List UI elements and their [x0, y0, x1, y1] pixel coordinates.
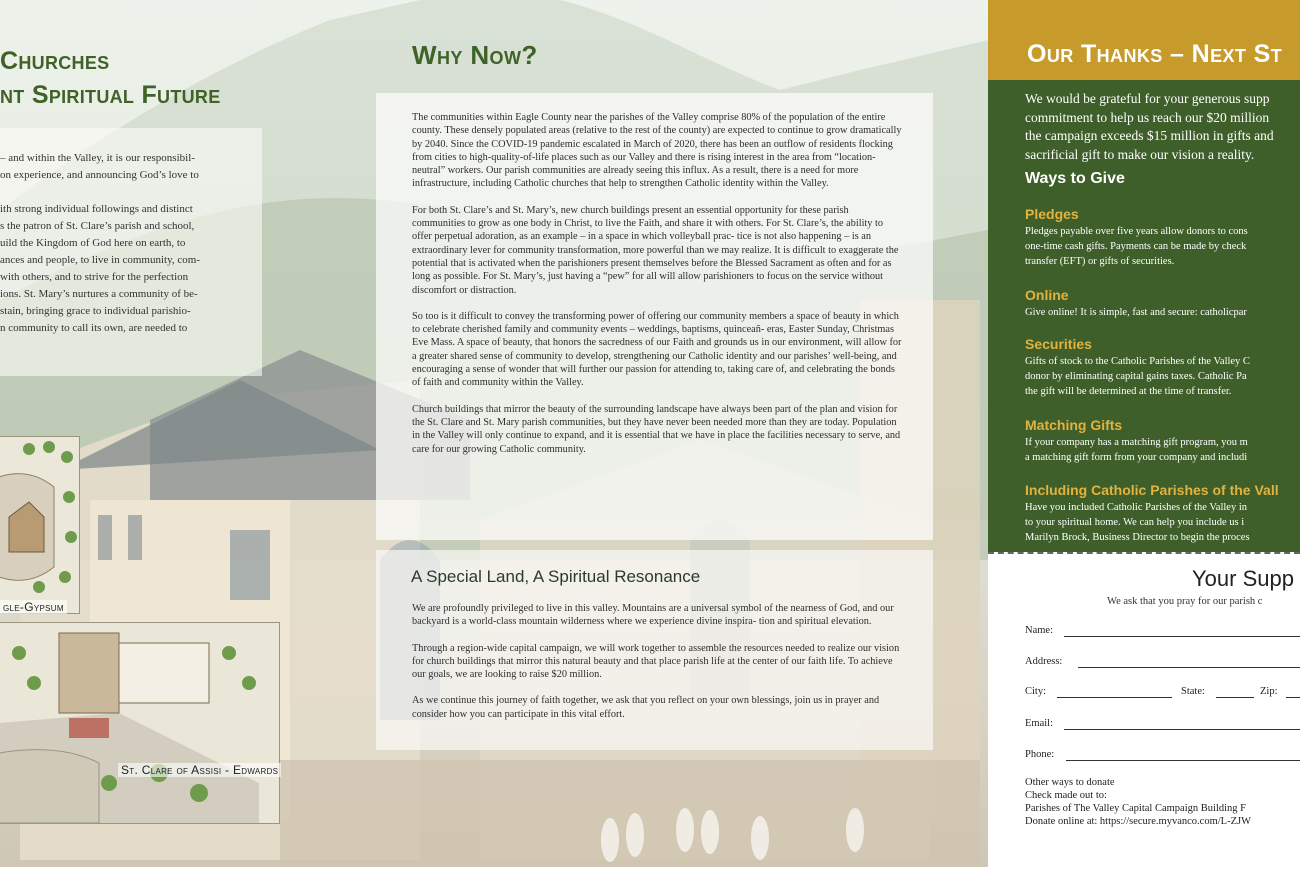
name-field[interactable] — [1064, 636, 1300, 637]
other-line3: Parishes of The Valley Capital Campaign Building F — [1025, 803, 1246, 814]
left-heading-line2: nt Spiritual Future — [0, 81, 221, 109]
special-land-body — [412, 602, 902, 734]
plan-label-st-clare: St. Clare of Assisi - Edwards — [118, 763, 281, 777]
ways-to-give-heading: Ways to Give — [1025, 170, 1125, 187]
pledges-line1: Pledges payable over five years allow donors to cons — [1025, 226, 1248, 237]
left-body-text — [0, 150, 248, 354]
online-heading: Online — [1025, 287, 1069, 303]
pledges-line2: one-time cash gifts. Payments can be made by check — [1025, 241, 1247, 252]
intro-line4: sacrificial gift to make our vision a reality. — [1025, 146, 1255, 162]
zip-field[interactable] — [1286, 697, 1300, 698]
including-heading: Including Catholic Parishes of the Vall — [1025, 482, 1279, 498]
intro-line3: the campaign exceeds $15 million in gifts and — [1025, 128, 1274, 143]
site-plan-eagle-gypsum — [0, 436, 80, 614]
left-p2-line7: stain, bringing grace to individual parishio- — [0, 305, 191, 317]
matching-gifts-heading: Matching Gifts — [1025, 417, 1123, 433]
why-now-heading: Why Now? — [412, 40, 538, 70]
email-field[interactable] — [1064, 729, 1300, 730]
left-p1-line1: – and within the Valley, it is our responsibil- — [0, 152, 195, 164]
address-label: Address: — [1025, 656, 1063, 667]
thanks-intro — [1025, 90, 1274, 164]
left-heading — [0, 44, 221, 112]
special-land-p3: As we continue this journey of faith together, we ask that you reflect on your own blessings, join us in prayer and consider how you can participate in this vital effort. — [412, 695, 880, 720]
intro-line1: We would be grateful for your generous supp — [1025, 91, 1270, 106]
why-now-p4: Church buildings that mirror the beauty of the surrounding landscape have always been part of the plan and vision for the St. Clare and St. Mary parish communities, but they have never been needed more than they are today. Population in the Valley will only continue to expand, and it is essential that we have in place the facilities necessary to serve, and care for our growing Catholic community. — [412, 403, 901, 455]
city-field[interactable] — [1057, 697, 1172, 698]
other-line1: Other ways to donate — [1025, 777, 1115, 788]
left-p2-line6: ions. St. Mary’s nurtures a community of be- — [0, 288, 198, 300]
left-p2-line2: s the patron of St. Clare’s parish and school, — [0, 220, 195, 232]
site-plan-drawing — [0, 437, 79, 613]
thanks-heading: Our Thanks – Next St — [1027, 40, 1283, 68]
left-p2-line8: n community to call its own, are needed to — [0, 322, 188, 334]
securities-text — [1025, 354, 1250, 399]
special-land-p1: We are profoundly privileged to live in this valley. Mountains are a universal symbol of the nearness of God, and our backyard is a world-class mountain wilderness where we experience divine inspira- tion and spiritual elevation. — [412, 603, 894, 628]
site-plan-st-clare — [0, 622, 280, 824]
why-now-p2: For both St. Clare’s and St. Mary’s, new church buildings present an essential opportunity for these parish communities to grow as one body in Christ, to live the Faith, and share it with others. For St. Clare’s, the ability to offer perpetual adoration, as an example – in a space in which volleyball prac- tice is not also happening – is an extraordinary lever for community transformation, more powerful than we may realize. It is difficult to exaggerate the potential that is activated when the parishioners present themselves before the Blessed Sacrament as often and for as long as possible. For St. Mary’s, just having a “pew” for all will allow parishioners to focus on the service without discomfort or distraction. — [412, 204, 899, 296]
including-line2: to your spiritual home. We can help you include us i — [1025, 517, 1245, 528]
why-now-body — [412, 111, 902, 469]
donate-online-link[interactable]: Donate online at: https://secure.myvanco.com/L-ZJW — [1025, 816, 1251, 827]
securities-line1: Gifts of stock to the Catholic Parishes of the Valley C — [1025, 356, 1250, 367]
special-land-heading: A Special Land, A Spiritual Resonance — [411, 567, 701, 586]
pledges-text — [1025, 224, 1248, 269]
email-label: Email: — [1025, 718, 1053, 729]
securities-line3: the gift will be determined at the time of transfer. — [1025, 386, 1232, 397]
left-p1-line2: on experience, and announcing God’s love to — [0, 169, 199, 181]
matching-gifts-text — [1025, 435, 1248, 465]
plan-label-eagle-gypsum: gle-Gypsum — [0, 600, 67, 614]
matching-line2: a matching gift form from your company and includi — [1025, 452, 1248, 463]
zip-label: Zip: — [1260, 686, 1278, 697]
securities-heading: Securities — [1025, 336, 1092, 352]
city-label: City: — [1025, 686, 1047, 697]
state-label: State: — [1181, 686, 1205, 697]
phone-label: Phone: — [1025, 749, 1055, 760]
support-form-subtitle: We ask that you pray for our parish c — [1107, 596, 1263, 607]
intro-line2: commitment to help us reach our $20 million — [1025, 109, 1270, 125]
why-now-p3: So too is it difficult to convey the transforming power of offering our community members a space of beauty in which to celebrate cherished family and community events – weddings, baptisms, quinceañ- eras, Easter Sunday, Christmas Eve Mass. A space of beauty, that honors the sacredness of our Faith and grounds us in our environment, will allow for a greater shared sense of community to develop, strengthening our Catholic identity and our parishes’ well-being, and encouraging a sense of wonder that will further our passion for attending to, taking care of, and celebrating the bonds of faith and community within the Valley. — [412, 310, 902, 389]
including-text — [1025, 500, 1250, 545]
site-plan-drawing-2 — [0, 623, 279, 823]
left-p2-line4: ances and people, to live in community, com- — [0, 254, 200, 266]
pledges-heading: Pledges — [1025, 206, 1079, 222]
other-line2: Check made out to: — [1025, 790, 1107, 801]
left-p2-line3: uild the Kingdom of God here on earth, to — [0, 237, 186, 249]
address-field[interactable] — [1078, 667, 1300, 668]
why-now-p1: The communities within Eagle County near the parishes of the Valley comprise 80% of the population of the entire county. These densely populated areas (relative to the rest of the county) are expected to continue to grow dramatically by 2040. Since the COVID-19 pandemic escalated in March of 2020, there has been an outflow of residents flocking from cities to high-quality-of-life places such as our Valley and there is rising interest in the area from “location-neutral” workers. Our parish communities are already seeing this influx. As a result, there is a need for more infrastructure, including Catholic churches that help to strengthen Catholic identity within the Valley. — [412, 112, 902, 190]
left-p2-line5: with others, and to strive for the perfection — [0, 271, 189, 283]
phone-field[interactable] — [1066, 760, 1300, 761]
left-p2-line1: ith strong individual followings and distinct — [0, 203, 193, 215]
matching-line1: If your company has a matching gift program, you m — [1025, 437, 1248, 448]
including-line1: Have you included Catholic Parishes of the Valley in — [1025, 502, 1248, 513]
online-line1: Give online! It is simple, fast and secure: catholicpar — [1025, 307, 1247, 318]
pledges-line3: transfer (EFT) or gifts of securities. — [1025, 256, 1175, 267]
left-heading-line1: Churches — [0, 47, 110, 75]
securities-line2: donor by eliminating capital gains taxes. Catholic Pa — [1025, 371, 1247, 382]
special-land-p2: Through a region-wide capital campaign, we will work together to assemble the resources needed to realize our vision for church buildings that mirror this natural beauty and that place parish life at the center of our faith life. To achieve our goals, we are looking to raise $20 million. — [412, 642, 900, 681]
online-text — [1025, 305, 1247, 320]
name-label: Name: — [1025, 625, 1053, 636]
other-ways-to-donate — [1025, 776, 1251, 828]
state-field[interactable] — [1216, 697, 1254, 698]
including-line3: Marilyn Brock, Business Director to begin the proces — [1025, 532, 1250, 543]
support-form-title: Your Supp — [1192, 566, 1294, 591]
